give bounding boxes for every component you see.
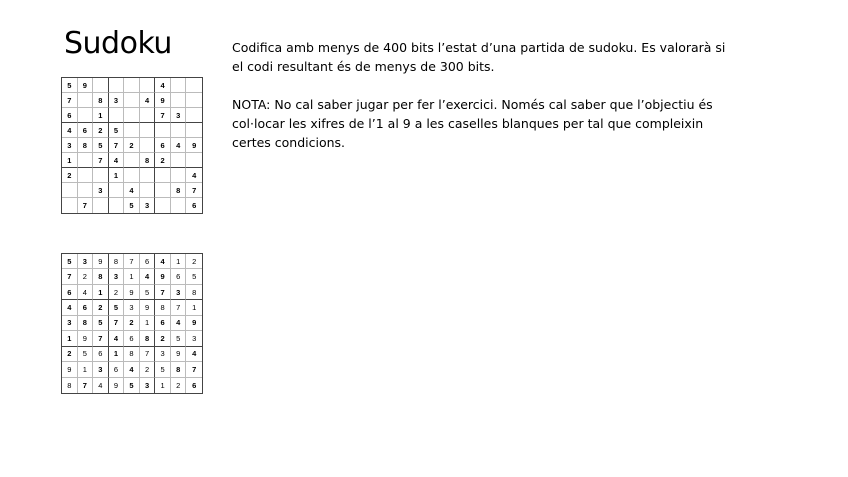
solution-cell: 6 — [155, 316, 171, 331]
puzzle-cell: 2 — [93, 123, 109, 138]
solution-cell: 9 — [109, 378, 125, 393]
solution-cell: 2 — [109, 285, 125, 300]
solution-cell: 7 — [155, 285, 171, 300]
solution-cell: 4 — [140, 269, 156, 284]
puzzle-cell — [78, 153, 94, 168]
solution-cell: 6 — [171, 269, 187, 284]
puzzle-cell: 8 — [171, 183, 187, 198]
solution-cell: 3 — [109, 269, 125, 284]
solution-cell: 7 — [140, 347, 156, 362]
solution-cell: 5 — [171, 331, 187, 346]
puzzle-cell: 4 — [171, 138, 187, 153]
solution-cell: 3 — [155, 347, 171, 362]
solution-cell: 9 — [124, 285, 140, 300]
solution-cell: 9 — [140, 300, 156, 315]
puzzle-cell — [124, 93, 140, 108]
solution-cell: 8 — [186, 285, 202, 300]
puzzle-cell: 2 — [155, 153, 171, 168]
solution-cell: 3 — [62, 316, 78, 331]
solution-cell: 7 — [109, 316, 125, 331]
solution-cell: 5 — [140, 285, 156, 300]
puzzle-cell: 4 — [62, 123, 78, 138]
solution-cell: 5 — [124, 378, 140, 393]
solution-cell: 8 — [93, 269, 109, 284]
solution-cell: 4 — [171, 316, 187, 331]
solution-cell: 6 — [140, 254, 156, 269]
solution-cell: 3 — [124, 300, 140, 315]
solution-cell: 5 — [62, 254, 78, 269]
solution-cell: 2 — [124, 316, 140, 331]
puzzle-cell: 7 — [93, 153, 109, 168]
solution-cell: 6 — [109, 362, 125, 377]
solution-cell: 3 — [140, 378, 156, 393]
puzzle-cell — [155, 123, 171, 138]
puzzle-cell: 8 — [93, 93, 109, 108]
puzzle-cell — [186, 93, 202, 108]
puzzle-cell: 4 — [155, 78, 171, 93]
puzzle-cell: 9 — [78, 78, 94, 93]
solution-cell: 2 — [93, 300, 109, 315]
solution-cell: 9 — [155, 269, 171, 284]
puzzle-cell — [186, 108, 202, 123]
solution-cell: 1 — [62, 331, 78, 346]
puzzle-cell — [62, 183, 78, 198]
puzzle-cell — [93, 78, 109, 93]
puzzle-cell: 4 — [140, 93, 156, 108]
puzzle-cell — [140, 123, 156, 138]
puzzle-cell: 7 — [109, 138, 125, 153]
solution-cell: 2 — [171, 378, 187, 393]
solution-cell: 2 — [186, 254, 202, 269]
puzzle-cell — [171, 78, 187, 93]
solution-cell: 6 — [124, 331, 140, 346]
solution-cell: 6 — [62, 285, 78, 300]
solution-cell: 4 — [186, 347, 202, 362]
solution-cell: 1 — [186, 300, 202, 315]
note-paragraph: NOTA: No cal saber jugar per fer l’exercici. Només cal saber que l’objectiu és col·locar les xifres de l’1 al 9 a les caselles blanques per tal que compleixin certes condicions. — [232, 97, 713, 150]
puzzle-cell — [93, 198, 109, 213]
puzzle-cell: 6 — [78, 123, 94, 138]
solution-cell: 8 — [78, 316, 94, 331]
solution-cell: 7 — [78, 378, 94, 393]
solution-cell: 8 — [109, 254, 125, 269]
solution-cell: 5 — [155, 362, 171, 377]
puzzle-cell: 2 — [124, 138, 140, 153]
puzzle-cell — [186, 123, 202, 138]
solution-cell: 8 — [140, 331, 156, 346]
puzzle-cell — [124, 123, 140, 138]
puzzle-cell: 5 — [62, 78, 78, 93]
puzzle-cell — [124, 78, 140, 93]
puzzle-cell — [171, 153, 187, 168]
solution-cell: 1 — [171, 254, 187, 269]
puzzle-cell: 4 — [124, 183, 140, 198]
puzzle-cell: 5 — [109, 123, 125, 138]
puzzle-cell: 4 — [109, 153, 125, 168]
puzzle-cell: 4 — [186, 168, 202, 183]
puzzle-cell: 5 — [93, 138, 109, 153]
solution-cell: 6 — [192, 380, 197, 390]
puzzle-cell: 3 — [109, 93, 125, 108]
solution-cell: 7 — [171, 300, 187, 315]
solution-cell: 9 — [78, 331, 94, 346]
solution-cell: 6 — [78, 300, 94, 315]
puzzle-cell — [62, 198, 78, 213]
puzzle-cell: 1 — [109, 168, 125, 183]
solution-cell: 1 — [155, 378, 171, 393]
puzzle-cell — [109, 198, 125, 213]
puzzle-cell — [109, 78, 125, 93]
puzzle-cell: 7 — [78, 198, 94, 213]
solution-cell: 4 — [93, 378, 109, 393]
puzzle-cell: 3 — [140, 198, 156, 213]
solution-cell: 3 — [171, 285, 187, 300]
puzzle-cell: 6 — [62, 108, 78, 123]
solution-cell: 5 — [78, 347, 94, 362]
puzzle-cell: 9 — [186, 138, 202, 153]
solution-cell: 1 — [78, 362, 94, 377]
solution-cell: 5 — [109, 300, 125, 315]
solution-cell: 5 — [186, 269, 202, 284]
puzzle-cell — [140, 183, 156, 198]
puzzle-cell: 3 — [93, 183, 109, 198]
solution-cell: 4 — [78, 285, 94, 300]
solution-cell: 9 — [171, 347, 187, 362]
solution-cell: 8 — [171, 362, 187, 377]
sudoku-puzzle-grid — [61, 77, 203, 214]
puzzle-cell: 3 — [62, 138, 78, 153]
solution-cell: 4 — [62, 300, 78, 315]
solution-cell: 2 — [155, 331, 171, 346]
puzzle-cell — [171, 93, 187, 108]
solution-cell: 3 — [93, 362, 109, 377]
puzzle-cell — [109, 183, 125, 198]
instruction-paragraph: Codifica amb menys de 400 bits l’estat d’una partida de sudoku. Es valorarà si el codi resultant és de menys de 300 bits. — [232, 40, 726, 74]
puzzle-cell — [109, 108, 125, 123]
solution-cell: 9 — [62, 362, 78, 377]
puzzle-cell — [78, 108, 94, 123]
solution-cell: 1 — [109, 347, 125, 362]
solution-cell: 7 — [93, 331, 109, 346]
puzzle-cell: 1 — [93, 108, 109, 123]
solution-cell: 2 — [140, 362, 156, 377]
puzzle-cell — [140, 168, 156, 183]
puzzle-cell: 8 — [140, 153, 156, 168]
solution-cell: 8 — [124, 347, 140, 362]
puzzle-cell — [78, 168, 94, 183]
puzzle-cell: 7 — [155, 108, 171, 123]
slide-title: Sudoku — [64, 26, 172, 61]
solution-cell: 6 — [93, 347, 109, 362]
puzzle-cell — [78, 183, 94, 198]
solution-cell: 7 — [124, 254, 140, 269]
puzzle-cell: 1 — [62, 153, 78, 168]
puzzle-cell: 6 — [155, 138, 171, 153]
solution-cell: 1 — [124, 269, 140, 284]
solution-cell: 3 — [186, 331, 202, 346]
solution-cell: 4 — [155, 254, 171, 269]
puzzle-cell — [140, 78, 156, 93]
solution-cell: 8 — [62, 378, 78, 393]
solution-cell: 3 — [78, 254, 94, 269]
solution-cell: 8 — [155, 300, 171, 315]
puzzle-cell — [140, 108, 156, 123]
puzzle-cell: 8 — [78, 138, 94, 153]
puzzle-cell: 6 — [192, 201, 197, 210]
puzzle-cell — [155, 183, 171, 198]
solution-cell: 9 — [186, 316, 202, 331]
puzzle-cell — [124, 153, 140, 168]
solution-cell: 4 — [124, 362, 140, 377]
solution-cell: 7 — [186, 362, 202, 377]
puzzle-cell — [171, 198, 187, 213]
puzzle-cell — [140, 138, 156, 153]
puzzle-cell: 5 — [124, 198, 140, 213]
puzzle-cell: 3 — [171, 108, 187, 123]
puzzle-cell — [124, 168, 140, 183]
solution-cell: 7 — [62, 269, 78, 284]
puzzle-cell: 7 — [186, 183, 202, 198]
solution-cell: 1 — [140, 316, 156, 331]
sudoku-solution-grid — [61, 253, 203, 394]
puzzle-cell — [124, 108, 140, 123]
puzzle-cell — [186, 153, 202, 168]
puzzle-cell — [93, 168, 109, 183]
puzzle-cell — [171, 168, 187, 183]
puzzle-cell — [155, 168, 171, 183]
solution-cell: 1 — [93, 285, 109, 300]
puzzle-cell — [186, 78, 202, 93]
solution-cell: 9 — [93, 254, 109, 269]
puzzle-cell — [171, 123, 187, 138]
solution-cell: 5 — [93, 316, 109, 331]
solution-cell: 2 — [62, 347, 78, 362]
puzzle-cell: 7 — [62, 93, 78, 108]
puzzle-cell: 9 — [155, 93, 171, 108]
solution-cell: 2 — [78, 269, 94, 284]
puzzle-cell — [78, 93, 94, 108]
puzzle-cell: 2 — [62, 168, 78, 183]
solution-cell: 4 — [109, 331, 125, 346]
puzzle-cell — [155, 198, 171, 213]
